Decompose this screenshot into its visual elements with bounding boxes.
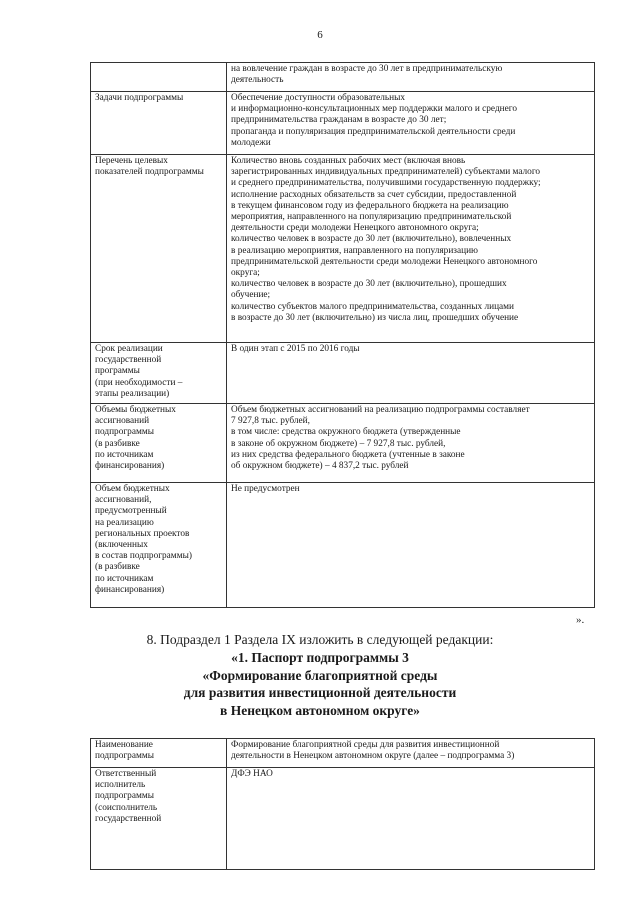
text-line: молодежи <box>231 137 271 148</box>
text-line: предпринимательства гражданам в возрасте до 30 лет; <box>231 115 447 126</box>
heading-line: «Формирование благоприятной среды <box>202 667 438 683</box>
text-line: в том числе: средства окружного бюджета (утвержденные <box>231 427 461 438</box>
text-line: В один этап с 2015 по 2016 годы <box>231 344 360 354</box>
row-label <box>91 483 227 608</box>
text-line: (соисполнитель <box>95 802 158 813</box>
text-line: (включенных <box>95 540 148 551</box>
table-row <box>91 739 595 768</box>
row-label <box>91 768 227 870</box>
text-line: и среднего предпринимательства, получившими государственную поддержку; <box>231 178 541 189</box>
text-line: региональных проектов <box>95 528 190 539</box>
row-label <box>91 92 227 155</box>
text-line: Количество вновь созданных рабочих мест (включая вновь <box>231 156 466 166</box>
text-line: (в разбивке <box>95 562 140 573</box>
text-line: зарегистрированных индивидуальных предпринимателей) субъектами малого <box>231 167 541 178</box>
row-label <box>91 63 227 92</box>
text-line: на реализацию <box>95 517 154 528</box>
heading-line: для развития инвестиционной деятельности <box>183 685 457 700</box>
closing-quote-mark: ». <box>576 614 585 626</box>
text-line: Объем бюджетных <box>95 484 170 494</box>
text-line: в возрасте до 30 лет (включительно) из числа лиц, прошедших обучение <box>231 312 519 323</box>
text-line: исполнитель <box>95 780 146 791</box>
text-line: Задачи подпрограммы <box>95 93 184 103</box>
text-line: в состав подпрограммы) <box>95 551 192 562</box>
subprogram-heading <box>0 649 640 719</box>
row-label <box>91 343 227 404</box>
table-row <box>91 92 595 155</box>
text-line: количество человек в возрасте до 30 лет (включительно), вовлеченных <box>231 234 512 245</box>
text-line: программы <box>95 366 140 377</box>
text-line: и информационно-консультационных мер поддержки малого и среднего <box>231 104 518 115</box>
row-value <box>227 768 595 870</box>
table-row <box>91 63 595 92</box>
row-value <box>227 739 595 768</box>
row-value <box>227 155 595 343</box>
text-line: деятельности в Ненецком автономном округе (далее – подпрограмма 3) <box>231 751 515 762</box>
text-line: подпрограммы <box>95 751 154 762</box>
row-value <box>227 63 595 92</box>
text-line: подпрограммы <box>95 427 154 438</box>
text-line: финансирования) <box>95 461 165 472</box>
text-line: ассигнований, <box>95 495 152 506</box>
text-line: Наименование <box>95 740 153 750</box>
subprogram-3-passport-table <box>90 738 595 870</box>
text-line: государственной <box>95 355 162 366</box>
text-line: деятельности среди молодежи Ненецкого автономного округа; <box>231 223 479 234</box>
table-row <box>91 343 595 404</box>
text-line: подпрограммы <box>95 791 154 802</box>
table-row <box>91 404 595 483</box>
row-value <box>227 343 595 404</box>
table-row <box>91 155 595 343</box>
text-line: в законе об окружном бюджете) – 7 927,8 тыс. рублей, <box>231 438 446 449</box>
text-line: в текущем финансовом году из федерального бюджета на реализацию <box>231 200 509 211</box>
text-line: Не предусмотрен <box>231 484 300 494</box>
section-intro: 8. Подраздел 1 Раздела IX изложить в следующей редакции: <box>146 632 494 647</box>
table-row <box>91 768 595 870</box>
heading-line: «1. Паспорт подпрограммы 3 <box>231 650 409 665</box>
row-value <box>227 92 595 155</box>
text-line: Объем бюджетных ассигнований на реализацию подпрограммы составляет <box>231 405 530 415</box>
text-line: из них средства федерального бюджета (учтенные в законе <box>231 449 465 460</box>
text-line: Ответственный <box>95 769 157 779</box>
text-line: об окружном бюджете) – 4 837,2 тыс. рублей <box>231 461 409 472</box>
page-number: 6 <box>317 29 323 41</box>
row-value <box>227 483 595 608</box>
row-label <box>91 155 227 343</box>
text-line: Перечень целевых <box>95 156 168 166</box>
table-row <box>91 483 595 608</box>
text-line: мероприятия, направленного на популяризацию предпринимательской <box>231 212 512 223</box>
row-value <box>227 404 595 483</box>
text-line: пропаганда и популяризация предпринимательской деятельности среди <box>231 126 516 137</box>
text-line: по источникам <box>95 449 154 460</box>
text-line: Формирование благоприятной среды для развития инвестиционной <box>231 740 500 750</box>
text-line: ассигнований <box>95 416 150 427</box>
text-line: количество человек в возрасте до 30 лет (включительно), прошедших <box>231 279 507 290</box>
text-line: на вовлечение граждан в возрасте до 30 лет в предпринимательскую <box>231 64 503 74</box>
row-label <box>91 739 227 768</box>
text-line: предусмотренный <box>95 506 167 517</box>
text-line: ДФЭ НАО <box>231 769 273 779</box>
text-line: предпринимательской деятельности среди молодежи Ненецкого автономного <box>231 256 538 267</box>
text-line: округа; <box>231 268 260 279</box>
text-line: Обеспечение доступности образовательных <box>231 93 406 103</box>
row-label <box>91 404 227 483</box>
heading-line: в Ненецком автономном округе» <box>220 702 420 718</box>
text-line: исполнение расходных обязательств за счет субсидии, предоставленной <box>231 189 517 200</box>
text-line: финансирования) <box>95 584 165 595</box>
subprogram-passport-table-continued <box>90 62 595 608</box>
text-line: показателей подпрограммы <box>95 167 204 178</box>
text-line: количество субъектов малого предпринимательства, созданных лицами <box>231 301 515 312</box>
text-line: государственной <box>95 813 162 824</box>
text-line: Объемы бюджетных <box>95 405 176 415</box>
text-line: этапы реализации) <box>95 388 170 399</box>
text-line: обучение; <box>231 290 271 301</box>
text-line: (в разбивке <box>95 438 140 449</box>
text-line: по источникам <box>95 573 154 584</box>
text-line: в реализацию мероприятия, направленного на популяризацию <box>231 245 479 256</box>
text-line: (при необходимости – <box>95 377 183 388</box>
text-line: деятельность <box>231 75 284 86</box>
text-line: Срок реализации <box>95 344 163 354</box>
text-line: 7 927,8 тыс. рублей, <box>231 416 310 427</box>
